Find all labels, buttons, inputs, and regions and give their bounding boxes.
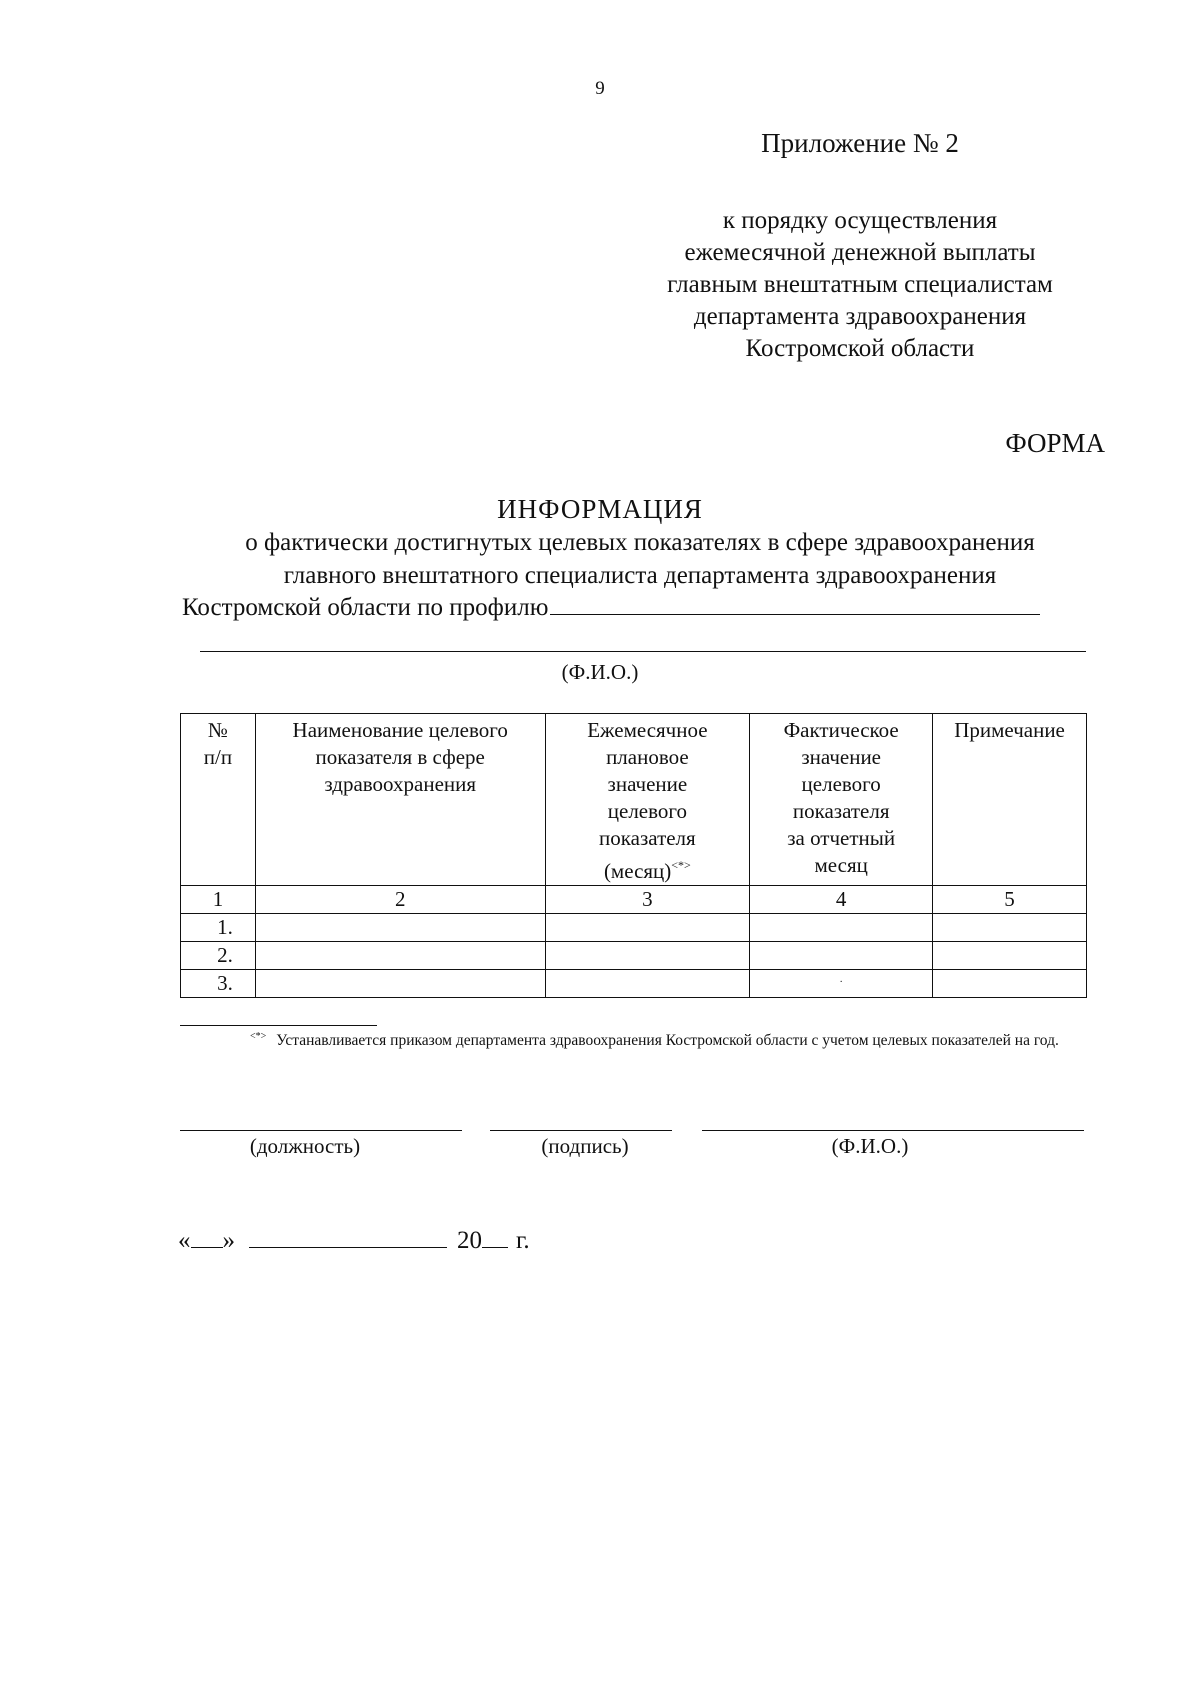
table-header-row — [181, 714, 1087, 886]
table-row — [181, 942, 1087, 970]
column-number: 5 — [933, 886, 1087, 914]
header-note: Примечание — [933, 714, 1087, 886]
footnote-mark: <*> — [250, 1031, 267, 1042]
year-blank[interactable] — [482, 1225, 508, 1248]
name-caption: (Ф.И.О.) — [831, 1134, 909, 1158]
subtitle-line: главного внештатного специалиста департамента здравоохранения — [283, 562, 997, 589]
appendix-line: к порядку осуществления — [722, 207, 998, 234]
cell-actual-value[interactable]: · — [750, 970, 933, 998]
subtitle-line: о фактически достигнутых целевых показателях в сфере здравоохранения — [245, 529, 1035, 556]
cell-monthly-plan[interactable] — [545, 914, 750, 942]
cell-note[interactable] — [933, 942, 1087, 970]
footnote-reference: <*> — [671, 858, 691, 872]
cell-monthly-plan[interactable] — [545, 970, 750, 998]
position-blank-line[interactable] — [180, 1130, 462, 1131]
appendix-title: Приложение № 2 — [761, 128, 959, 158]
day-blank[interactable] — [191, 1225, 223, 1248]
appendix-subtitle — [600, 205, 1120, 365]
name-blank-line[interactable] — [702, 1130, 1084, 1131]
cell-actual-value[interactable] — [750, 914, 933, 942]
date-close-quote: » — [222, 1227, 235, 1254]
page-number: 9 — [595, 78, 605, 99]
fio-blank-line[interactable] — [200, 651, 1086, 652]
profile-blank-field[interactable] — [550, 592, 1040, 615]
header-actual-value: Фактическое значение целевого показателя за отчетный месяц — [750, 714, 933, 886]
profile-label: Костромской области по профилю — [182, 594, 549, 621]
cell-monthly-plan[interactable] — [545, 942, 750, 970]
appendix-line: департамента здравоохранения — [693, 303, 1027, 330]
column-number: 4 — [750, 886, 933, 914]
form-label: ФОРМА — [1005, 428, 1105, 458]
cell-indicator-name[interactable] — [255, 914, 545, 942]
year-suffix: г. — [516, 1227, 530, 1254]
appendix-line: Костромской области — [745, 335, 975, 362]
column-number: 2 — [255, 886, 545, 914]
position-caption: (должность) — [249, 1134, 361, 1158]
row-number: 2. — [181, 942, 256, 970]
footnote-text: Устанавливается приказом департамента здравоохранения Костромской области с учетом целевых показателей на год. — [276, 1032, 1059, 1049]
cell-note[interactable] — [933, 914, 1087, 942]
cell-indicator-name[interactable] — [255, 970, 545, 998]
appendix-line: ежемесячной денежной выплаты — [684, 239, 1036, 266]
cell-actual-value[interactable] — [750, 942, 933, 970]
document-title: ИНФОРМАЦИЯ — [497, 494, 703, 524]
column-number: 3 — [545, 886, 750, 914]
date-line — [178, 1225, 530, 1255]
indicators-table — [180, 713, 1087, 998]
header-number: № п/п — [181, 714, 256, 886]
signature-blank-line[interactable] — [490, 1130, 672, 1131]
header-indicator-name: Наименование целевого показателя в сфере здравоохранения — [255, 714, 545, 886]
footnote — [180, 1025, 1087, 1052]
year-prefix: 20 — [457, 1227, 482, 1254]
header-monthly-plan: Ежемесячное плановое значение целевого показателя (месяц)<*> — [545, 714, 750, 886]
column-number-row — [181, 886, 1087, 914]
column-number: 1 — [181, 886, 256, 914]
fio-caption: (Ф.И.О.) — [561, 660, 639, 684]
appendix-line: главным внештатным специалистам — [667, 271, 1053, 298]
cell-note[interactable] — [933, 970, 1087, 998]
signature-caption: (подпись) — [541, 1134, 629, 1158]
profile-line — [182, 592, 1040, 622]
cell-indicator-name[interactable] — [255, 942, 545, 970]
table-row — [181, 970, 1087, 998]
document-subtitle — [160, 526, 1120, 592]
month-blank[interactable] — [249, 1225, 447, 1248]
row-number: 3. — [181, 970, 256, 998]
table-row — [181, 914, 1087, 942]
row-number: 1. — [181, 914, 256, 942]
date-open-quote: « — [178, 1227, 191, 1254]
